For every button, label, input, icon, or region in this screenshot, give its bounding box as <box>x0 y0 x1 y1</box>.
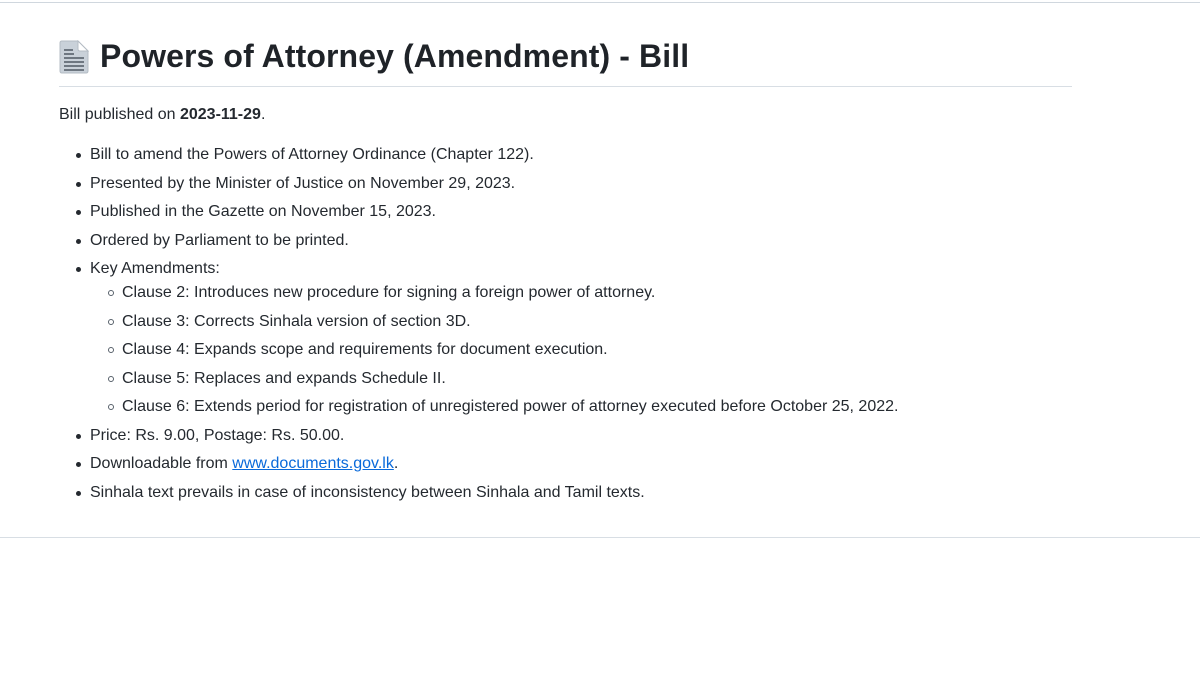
list-item-price: Price: Rs. 9.00, Postage: Rs. 50.00. <box>90 425 1072 447</box>
list-item-ordered: Ordered by Parliament to be printed. <box>90 230 1072 252</box>
documents-gov-link[interactable]: www.documents.gov.lk <box>232 455 394 472</box>
list-item-key-amendments <box>90 258 1072 418</box>
download-prefix: Downloadable from <box>90 455 233 472</box>
clause-item: Clause 4: Expands scope and requirements for document execution. <box>122 339 1072 361</box>
list-item-prevails: Sinhala text prevails in case of inconsistency between Sinhala and Tamil texts. <box>90 482 1072 504</box>
title-row <box>59 36 1072 87</box>
published-prefix: Bill published on <box>59 106 180 123</box>
clause-item: Clause 2: Introduces new procedure for signing a foreign power of attorney. <box>122 282 1072 304</box>
published-line <box>59 104 1072 126</box>
document-icon <box>59 40 89 74</box>
list-item-purpose: Bill to amend the Powers of Attorney Ordinance (Chapter 122). <box>90 144 1072 166</box>
list-item-gazette: Published in the Gazette on November 15, 2023. <box>90 201 1072 223</box>
bill-details-list <box>59 144 1072 504</box>
download-suffix: . <box>393 455 399 472</box>
published-date: 2023-11-29 <box>179 106 261 123</box>
clauses-list <box>90 282 1072 418</box>
page-title: Powers of Attorney (Amendment) - Bill <box>100 38 690 74</box>
key-amendments-label: Key Amendments: <box>90 260 220 277</box>
list-item-presented: Presented by the Minister of Justice on November 29, 2023. <box>90 173 1072 195</box>
published-suffix: . <box>260 106 266 123</box>
list-item-download <box>90 453 1072 475</box>
clause-item: Clause 3: Corrects Sinhala version of section 3D. <box>122 311 1072 333</box>
clause-item: Clause 5: Replaces and expands Schedule II. <box>122 368 1072 390</box>
clause-item: Clause 6: Extends period for registration of unregistered power of attorney executed before October 25, 2022. <box>122 396 1072 418</box>
document-content <box>59 36 1072 510</box>
